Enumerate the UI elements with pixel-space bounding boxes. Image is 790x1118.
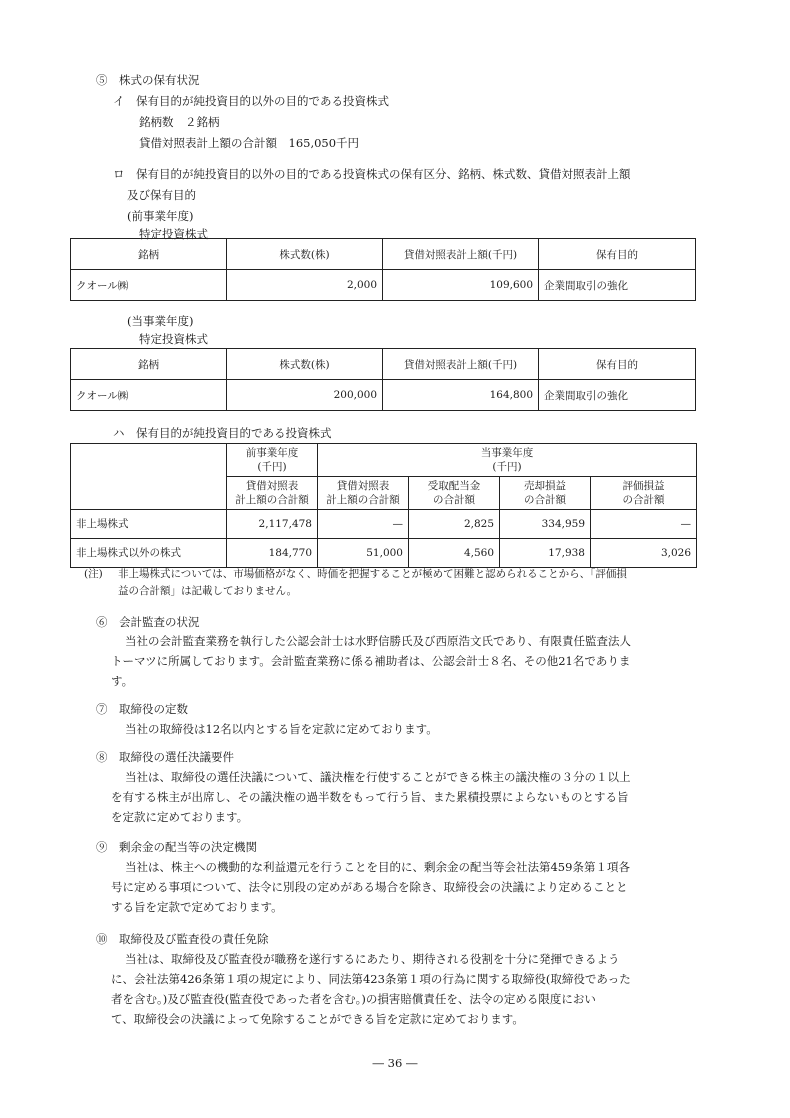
page-number: ― 36 ― (372, 1056, 418, 1070)
curr-holdings-table (70, 348, 696, 411)
value-cell: — (591, 510, 697, 539)
header-cell: 受取配当金 の合計額 (409, 477, 500, 510)
table-row (71, 270, 696, 301)
subsection-ro-heading-cont: 及び保有目的 (127, 188, 196, 202)
section-9-heading: ⑨ 剰余金の配当等の決定機関 (96, 840, 257, 854)
unit-label: (千円) (257, 461, 287, 473)
stock-count: 銘柄数 ２銘柄 (139, 115, 220, 129)
note-label: (注) (84, 568, 103, 580)
pure-investment-table (70, 443, 697, 568)
section-8-heading: ⑧ 取締役の選任決議要件 (96, 750, 234, 764)
section-10-text: 者を含む。)及び監査役(監査役であった者を含む。)の損害賠償責任を、法令の定める限度におい (111, 992, 596, 1006)
header-cell: 株式数(株) (227, 239, 383, 270)
value-cell: 51,000 (318, 539, 409, 568)
header-cell: 保有目的 (539, 349, 696, 380)
stock-purpose: 企業間取引の強化 (539, 380, 696, 411)
row-label: 非上場株式以外の株式 (71, 539, 227, 568)
value-cell: 3,026 (591, 539, 697, 568)
stock-purpose: 企業間取引の強化 (539, 270, 696, 301)
section-10-heading: ⑩ 取締役及び監査役の責任免除 (96, 932, 269, 946)
section-9-text: 号に定める事項について、法令に別段の定めがある場合を除き、取締役会の決議により定めることと (111, 880, 628, 894)
section-7-text: 当社の取締役は12名以内とする旨を定款に定めております。 (125, 722, 438, 736)
section-6-text: す。 (111, 674, 134, 688)
curr-stock-type: 特定投資株式 (139, 332, 208, 346)
curr-year-label: 当事業年度 (480, 447, 534, 459)
value-cell: — (318, 510, 409, 539)
prev-holdings-table (70, 238, 696, 301)
note-text: 非上場株式については、市場価格がなく、時価を把握することが極めて困難と認められることから、「評価損 (118, 568, 627, 580)
note-text-cont: 益の合計額」は記載しておりません。 (118, 585, 298, 597)
section-10-text: て、取締役会の決議によって免除することができる旨を定款に定めております。 (111, 1012, 524, 1026)
value-cell: 2,825 (409, 510, 500, 539)
section-10-text: 当社は、取締役及び監査役が職務を遂行するにあたり、期待される役割を十分に発揮できるよう (125, 952, 620, 966)
section-9-text: する旨を定款で定めております。 (111, 900, 283, 914)
prev-year-label: 前事業年度 (245, 447, 299, 459)
section-7-heading: ⑦ 取締役の定数 (96, 702, 188, 716)
curr-year-header (318, 444, 697, 477)
prev-period-label: (前事業年度) (127, 209, 194, 223)
table-header-row (71, 444, 697, 477)
prev-stock-type: 特定投資株式 (139, 227, 208, 241)
stock-amount: 164,800 (383, 380, 539, 411)
value-cell: 184,770 (227, 539, 318, 568)
subsection-i-heading: イ 保有目的が純投資目的以外の目的である投資株式 (113, 94, 389, 108)
header-cell: 株式数(株) (227, 349, 383, 380)
section-8-text: を定款に定めております。 (111, 810, 249, 824)
total-amount: 貸借対照表計上額の合計額 165,050千円 (139, 136, 360, 150)
header-cell: 貸借対照表計上額(千円) (383, 349, 539, 380)
header-cell: 銘柄 (71, 239, 227, 270)
row-label: 非上場株式 (71, 510, 227, 539)
unit-label: (千円) (492, 461, 522, 473)
stock-name: クオール㈱ (71, 270, 227, 301)
stock-shares: 2,000 (227, 270, 383, 301)
subsection-ro-heading: ロ 保有目的が純投資目的以外の目的である投資株式の保有区分、銘柄、株式数、貸借対照表計上額 (113, 167, 631, 181)
value-cell: 4,560 (409, 539, 500, 568)
section-8-text: 当社は、取締役の選任決議について、議決権を行使することができる株主の議決権の３分の１以上 (125, 770, 631, 784)
section-10-text: に、会社法第426条第１項の規定により、同法第423条第１項の行為に関する取締役(取締役であった (111, 972, 631, 986)
blank-corner-cell (71, 444, 227, 510)
stock-name: クオール㈱ (71, 380, 227, 411)
header-cell: 貸借対照表 計上額の合計額 (227, 477, 318, 510)
header-cell: 貸借対照表 計上額の合計額 (318, 477, 409, 510)
section-9-text: 当社は、株主への機動的な利益還元を行うことを目的に、剰余金の配当等会社法第459条第１項各 (125, 860, 630, 874)
curr-period-label: (当事業年度) (127, 314, 194, 328)
section-8-text: を有する株主が出席し、その議決権の過半数をもって行う旨、また累積投票によらないものとする旨 (111, 790, 629, 804)
section-5-heading: ⑤ 株式の保有状況 (96, 73, 200, 87)
value-cell: 334,959 (500, 510, 591, 539)
table-row (71, 510, 697, 539)
value-cell: 17,938 (500, 539, 591, 568)
table-header-row (71, 239, 696, 270)
section-6-text: 当社の会計監査業務を執行した公認会計士は水野信勝氏及び西原浩文氏であり、有限責任監査法人 (125, 634, 631, 648)
header-cell: 売却損益 の合計額 (500, 477, 591, 510)
header-cell: 評価損益 の合計額 (591, 477, 697, 510)
section-6-text: トーマツに所属しております。会計監査業務に係る補助者は、公認会計士８名、その他21名でありま (111, 654, 631, 668)
header-cell: 保有目的 (539, 239, 696, 270)
stock-amount: 109,600 (383, 270, 539, 301)
table-header-row (71, 349, 696, 380)
section-6-heading: ⑥ 会計監査の状況 (96, 615, 200, 629)
header-cell: 銘柄 (71, 349, 227, 380)
table-row (71, 380, 696, 411)
stock-shares: 200,000 (227, 380, 383, 411)
subsection-ha-heading: ハ 保有目的が純投資目的である投資株式 (113, 426, 332, 440)
table-row (71, 539, 697, 568)
prev-year-header (227, 444, 318, 477)
value-cell: 2,117,478 (227, 510, 318, 539)
header-cell: 貸借対照表計上額(千円) (383, 239, 539, 270)
